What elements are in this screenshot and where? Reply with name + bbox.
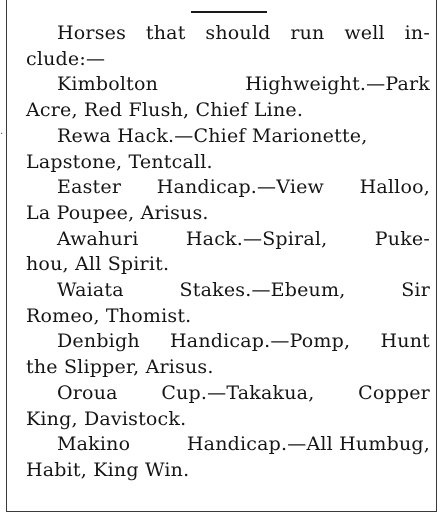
- word: in-: [404, 22, 430, 44]
- word: clude:—: [26, 47, 106, 70]
- word: Sir: [401, 279, 430, 302]
- word: Stakes.—Ebeum,: [179, 279, 346, 302]
- text-line: [26, 432, 430, 458]
- text-line: [26, 72, 430, 98]
- text-line: [26, 407, 430, 433]
- word: Handicap.—View: [156, 176, 325, 199]
- word: well: [344, 22, 385, 44]
- word: Horses: [57, 22, 127, 44]
- text-line: [26, 355, 430, 381]
- word: Handicap.—All Humbug,: [186, 433, 430, 456]
- word: Oroua: [57, 381, 118, 404]
- word: La Poupee, Arisus.: [26, 201, 209, 224]
- word: that: [145, 22, 186, 44]
- word: Halloo,: [359, 176, 430, 199]
- word: Hack.—Spiral,: [185, 227, 328, 250]
- word: Kimbolton: [57, 73, 159, 96]
- text-line: [26, 21, 430, 47]
- word: Waiata: [57, 279, 124, 302]
- text-line: [26, 98, 430, 124]
- article-text: [26, 21, 430, 484]
- word: Rewa: [57, 124, 111, 147]
- word: Awahuri: [57, 227, 139, 250]
- word: Cup.—Takakua,: [161, 381, 315, 404]
- word: the Slipper, Arisus.: [26, 356, 214, 379]
- word: Puke-: [374, 227, 430, 250]
- text-line: [26, 278, 430, 304]
- word: Handicap.—Pomp,: [170, 330, 351, 353]
- word: run: [290, 22, 325, 44]
- word: Highweight.—Park: [245, 73, 430, 96]
- text-line: [26, 175, 430, 201]
- column-rule: [191, 11, 267, 13]
- word: Makino: [57, 433, 131, 456]
- text-line: [26, 150, 430, 176]
- word: Habit, King Win.: [26, 458, 190, 481]
- word: King, Davistock.: [26, 407, 187, 430]
- word: hou, All Spirit.: [26, 253, 170, 276]
- word: Copper: [358, 381, 430, 404]
- word: Denbigh: [57, 330, 140, 353]
- text-line: [26, 304, 430, 330]
- text-line: [26, 329, 430, 355]
- text-line: [26, 381, 430, 407]
- word: Easter: [57, 176, 122, 199]
- text-line: [26, 47, 430, 73]
- text-line: [26, 124, 430, 150]
- print-speck: .: [0, 126, 4, 137]
- word: should: [205, 22, 271, 44]
- text-line: [26, 201, 430, 227]
- word: Romeo, Thomist.: [26, 304, 192, 327]
- word: Hack.—Chief Marionette,: [117, 124, 368, 147]
- text-line: [26, 252, 430, 278]
- word: Acre, Red Flush, Chief Line.: [26, 99, 304, 122]
- text-line: [26, 458, 430, 484]
- word: Lapstone, Tentcall.: [26, 150, 213, 173]
- word: Hunt: [380, 330, 430, 353]
- text-line: [26, 227, 430, 253]
